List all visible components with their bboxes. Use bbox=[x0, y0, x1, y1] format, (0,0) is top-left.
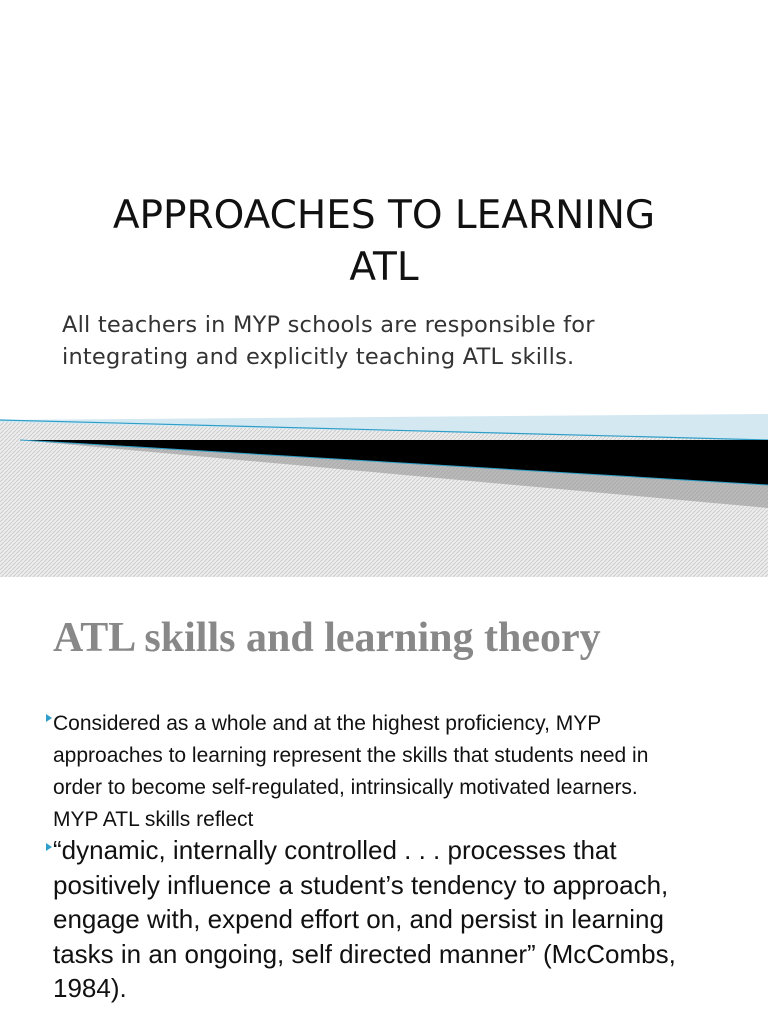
bullet-text-2: “dynamic, internally controlled . . . processes that positively influence a student’s tendency to approach, engage with, expend effort on, and persist in learning tasks in an ongoing, self directed manner” (McCombs, 1984). bbox=[53, 835, 676, 1003]
slide-1-subtitle-line-2: integrating and explicitly teaching ATL skills. bbox=[62, 344, 575, 370]
slide-1-title-line-1: APPROACHES TO LEARNING bbox=[112, 193, 656, 238]
slide-1-title-line-2: ATL bbox=[349, 245, 419, 290]
slide-1-subtitle-line-1: All teachers in MYP schools are responsible for bbox=[62, 312, 595, 338]
slide-2-title: ATL skills and learning theory bbox=[53, 615, 601, 661]
bullet-text-1: Considered as a whole and at the highest proficiency, MYP approaches to learning represent the skills that students need in order to become self-regulated, intrinsically motivated learners. MYP ATL skills reflect bbox=[53, 712, 649, 831]
decorative-band bbox=[0, 410, 768, 577]
slide-2 bbox=[0, 577, 768, 1024]
bullet-arrow-icon bbox=[46, 714, 52, 722]
slide-1-subtitle bbox=[62, 309, 752, 373]
bullet-arrow-icon bbox=[46, 843, 52, 851]
bullet-item-1 bbox=[46, 708, 746, 836]
bullet-item-2 bbox=[46, 833, 746, 1006]
slide-1-title bbox=[0, 190, 768, 294]
